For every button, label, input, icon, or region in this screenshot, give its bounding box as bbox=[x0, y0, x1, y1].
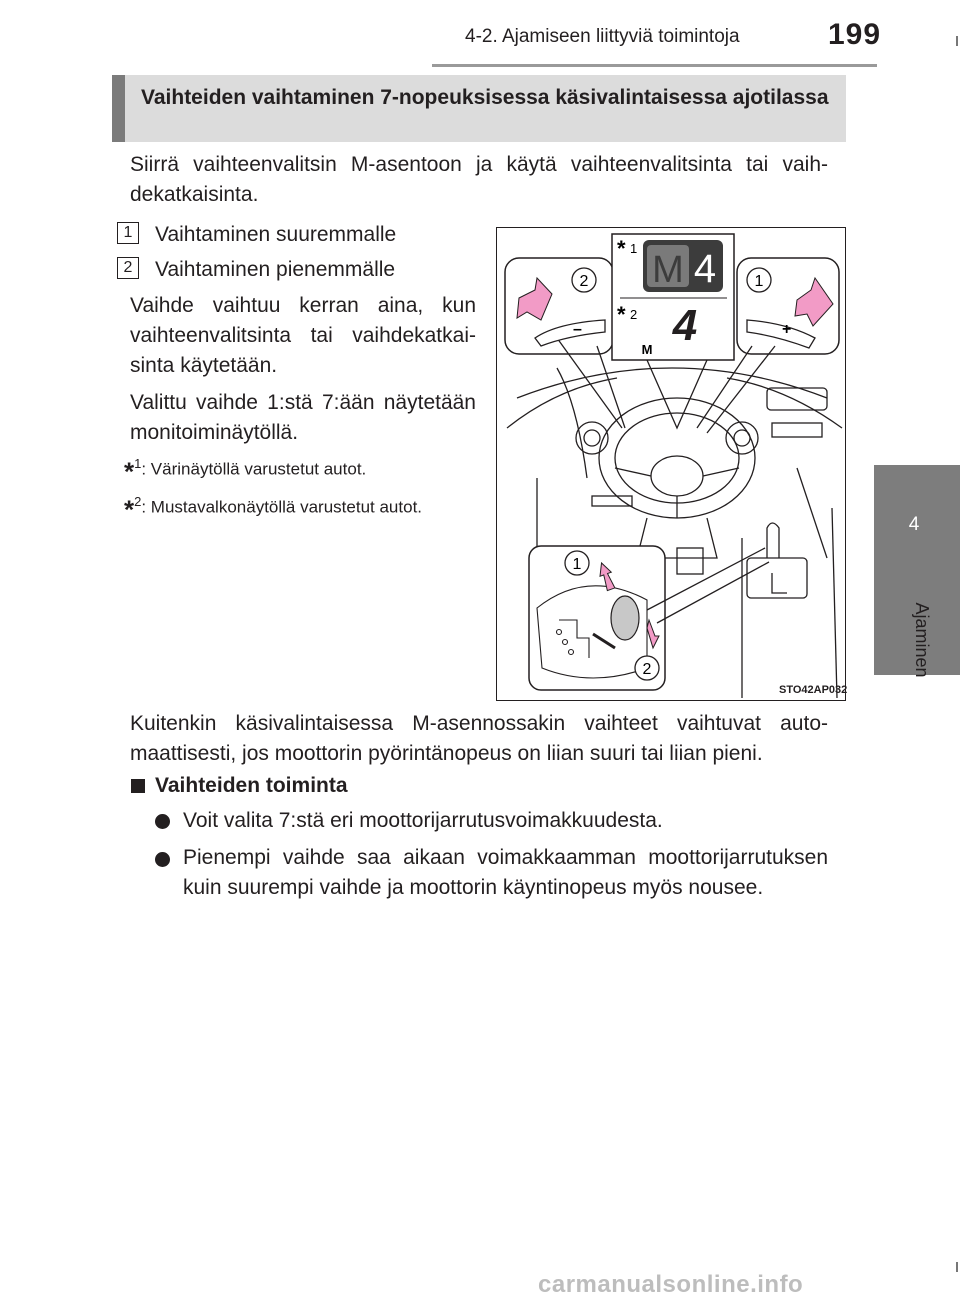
callout-1-top: 1 bbox=[754, 273, 764, 290]
section-heading-box bbox=[112, 75, 846, 142]
note-1-number: 1 bbox=[630, 241, 638, 256]
color-display-mode: M bbox=[652, 249, 684, 291]
chapter-number: 4 bbox=[908, 514, 920, 535]
color-display-gear: 4 bbox=[693, 247, 717, 291]
subsection-marker bbox=[131, 779, 145, 793]
gear-change-paragraph: Vaihde vaihtuu kerran aina, kun vaihteenvalitsinta tai vaihdekatkaisinta käytetään. bbox=[130, 294, 476, 377]
footnote-1: *$^1$: Värinäytöllä varustetut autot. bbox=[124, 456, 367, 487]
mono-display-gear: 4 bbox=[672, 301, 698, 350]
callout-2-top: 2 bbox=[579, 273, 589, 290]
auto-shift-paragraph: Kuitenkin käsivalintaisessa M-asennossakin vaihteet vaihtuvat automaattisesti, jos moottorin pyörintänopeus on liian suuri tai liian pieni. bbox=[130, 712, 828, 765]
shift-knob bbox=[611, 596, 639, 640]
paddle-minus-label: – bbox=[573, 321, 582, 338]
item-number-1: 1 bbox=[117, 222, 139, 244]
bullet-text-1: Voit valita 7:stä eri moottorijarrutusvoimakkuudesta. bbox=[183, 809, 663, 832]
chapter-title: Ajaminen bbox=[912, 602, 932, 678]
callout-1-shifter: 1 bbox=[572, 556, 582, 573]
intro-paragraph: Siirrä vaihteenvalitsin M-asentoon ja käytä vaihteenvalitsinta tai vaihdekatkaisinta. bbox=[130, 153, 828, 206]
subsection-title: Vaihteiden toiminta bbox=[155, 774, 348, 797]
note-2-mark: * bbox=[617, 302, 626, 327]
figure-code: STO42AP032 bbox=[779, 684, 848, 696]
watermark: carmanualsonline.info bbox=[538, 1271, 804, 1298]
item-text-2: Vaihtaminen pienemmälle bbox=[155, 258, 396, 281]
bullet-marker-1 bbox=[155, 814, 170, 829]
note-2-number: 2 bbox=[630, 307, 638, 322]
bullet-text-2: Pienempi vaihde saa aikaan voimakkaamman moottorijarrutuksen kuin suurempi vaihde ja moottorin käyntinopeus myös nousee. bbox=[183, 846, 828, 899]
callout-2-shifter: 2 bbox=[642, 661, 652, 678]
footnote-2: *$^2$: Mustavalkonäytöllä varustetut autot. bbox=[124, 494, 423, 525]
header-rule bbox=[432, 64, 877, 67]
crop-mark bbox=[956, 36, 958, 46]
mono-display-mode: M bbox=[641, 342, 653, 357]
item-text-1: Vaihtaminen suuremmalle bbox=[155, 223, 397, 246]
bullet-marker-2 bbox=[155, 852, 170, 867]
page-number: 199 bbox=[828, 18, 882, 51]
crop-mark bbox=[956, 1262, 958, 1272]
shift-illustration bbox=[496, 227, 846, 701]
shift-illustration-drawing bbox=[497, 228, 847, 702]
note-1-mark: * bbox=[617, 236, 626, 261]
gear-display-paragraph: Valittu vaihde 1:stä 7:ään näytetään monitoiminäytöllä. bbox=[130, 391, 476, 444]
paddle-plus-label: + bbox=[782, 321, 792, 338]
section-title: Vaihteiden vaihtaminen 7-nopeuksisessa käsivalintaisessa ajotilassa bbox=[141, 86, 829, 109]
running-header: 4-2. Ajamiseen liittyviä toimintoja bbox=[465, 26, 740, 47]
item-number-2: 2 bbox=[117, 257, 139, 279]
